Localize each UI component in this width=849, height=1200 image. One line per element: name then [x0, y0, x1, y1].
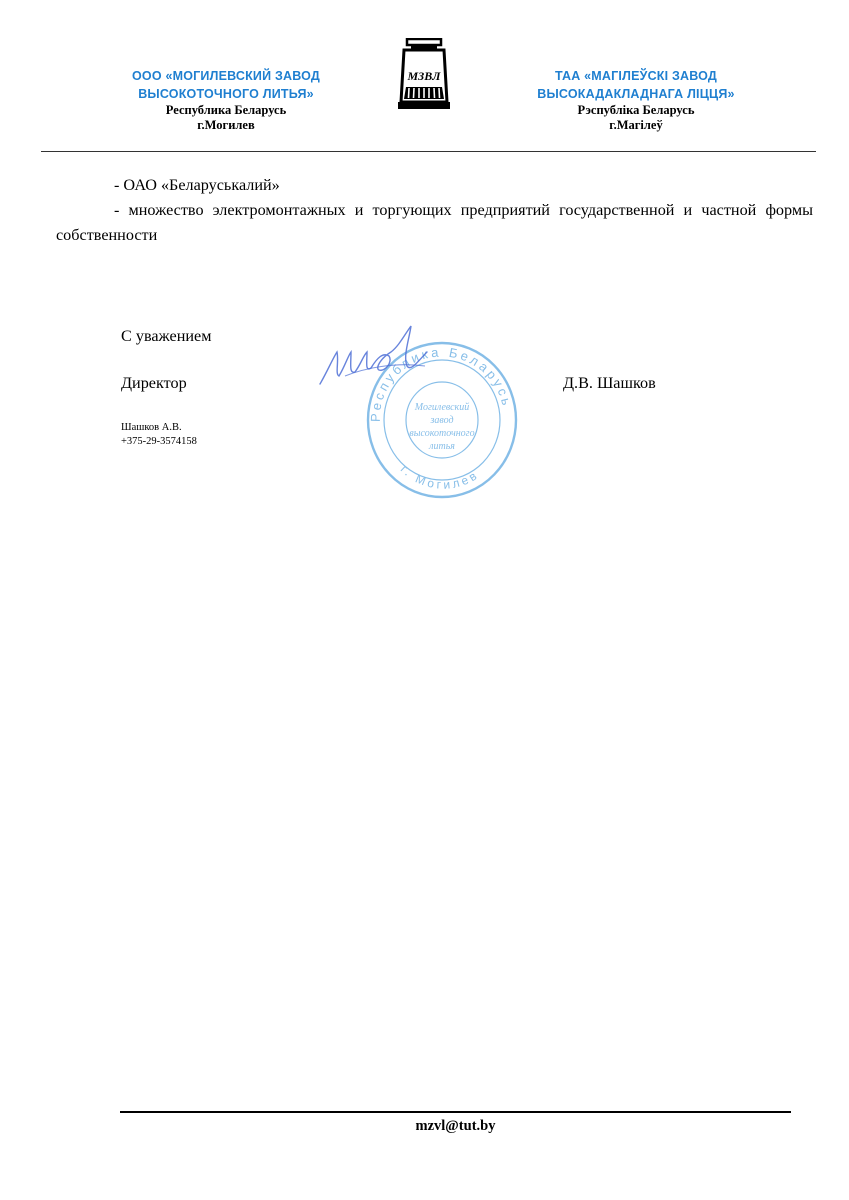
- company-name-by-line2: ВЫСОКАДАКЛАДНАГА ЛІЦЦЯ»: [537, 87, 735, 101]
- letterhead-left: [110, 67, 342, 133]
- stamp-center-line4: литья: [429, 441, 455, 452]
- stamp-center-line2: завод: [430, 415, 454, 426]
- letter-body: [56, 173, 813, 248]
- letterhead-right: [505, 67, 767, 133]
- logo-lettering: МЗВЛ: [407, 69, 441, 83]
- list-item-belaruskali: - ОАО «Беларуськалий»: [114, 176, 280, 194]
- city-by: г.Магілеў: [609, 118, 663, 132]
- director-signature: [315, 322, 435, 394]
- closing-regards: С уважением: [121, 327, 212, 345]
- stamp-bottom-text: г. Могилев: [397, 462, 482, 492]
- country-ru: Республика Беларусь: [165, 103, 287, 117]
- city-ru: г.Могилев: [197, 118, 255, 132]
- stamp-outer-text: Республика Беларусь: [367, 344, 515, 423]
- company-name-ru-line2: ВЫСОКОТОЧНОГО ЛИТЬЯ»: [138, 87, 314, 101]
- contact-phone: +375-29-3574158: [121, 436, 197, 447]
- signer-position: Директор: [121, 374, 187, 392]
- company-name-ru-line1: ООО «МОГИЛЕВСКИЙ ЗАВОД: [132, 69, 320, 83]
- company-name-by-line1: ТАА «МАГІЛЕЎСКІ ЗАВОД: [554, 69, 718, 83]
- signer-name: Д.В. Шашков: [563, 374, 656, 392]
- list-item-enterprises: - множество электромонтажных и торгующих предприятий государственной и частной формы собственности: [56, 201, 813, 244]
- stamp-center-line1: Могилевский: [414, 402, 470, 413]
- stamp-center-line3: высокоточного: [409, 428, 475, 439]
- country-by: Рэспубліка Беларусь: [577, 103, 695, 117]
- footer-divider: [120, 1111, 791, 1113]
- footer-email: mzvl@tut.by: [415, 1118, 496, 1134]
- header-divider: [41, 151, 816, 152]
- company-logo: [392, 38, 456, 112]
- contact-name: Шашков А.В.: [121, 422, 182, 433]
